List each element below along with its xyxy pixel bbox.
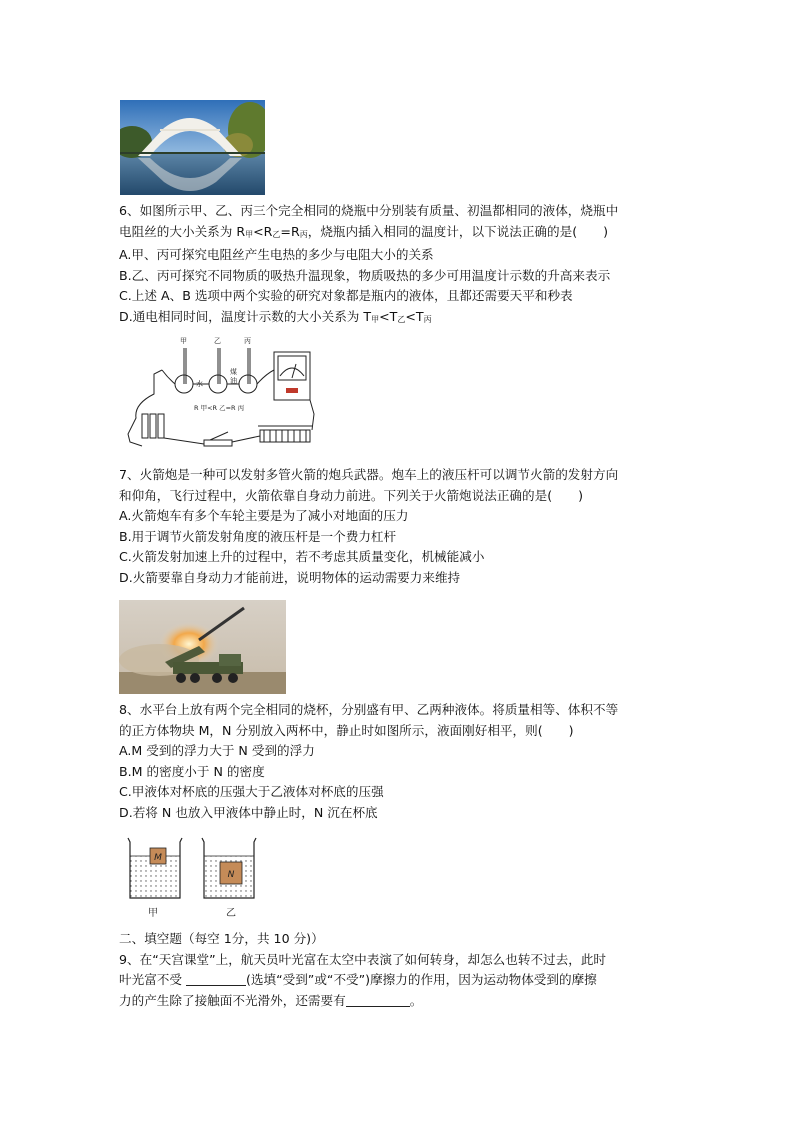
q8-option-a: A.M 受到的浮力大于 N 受到的浮力 [119, 743, 315, 758]
question-7 [119, 465, 679, 588]
q9-line-1: 9、在“天宫课堂”上，航天员叶光富在太空中表演了如何转身，却怎么也转不过去，此时 [119, 951, 607, 967]
rocket-launcher-photo [119, 600, 286, 694]
question-6 [119, 201, 679, 330]
beaker-label-jia: 甲 [148, 908, 158, 919]
q8-option-c: C.甲液体对杯底的压强大于乙液体对杯底的压强 [119, 784, 384, 799]
q9-line-3: 力的产生除了接触面不光滑外，还需要有 。 [119, 992, 423, 1008]
fig-label-bing: 丙 [244, 337, 251, 345]
q8-stem-line-1: 8、水平台上放有两个完全相同的烧杯，分别盛有甲、乙两种液体。将质量相等、体积不等 [119, 702, 619, 717]
bridge-photo [120, 100, 265, 195]
fig-label-kerosene-1: 煤 [230, 368, 237, 376]
circuit-diagram [124, 334, 320, 452]
q6-option-a: A.甲、丙可探究电阻丝产生电热的多少与电阻大小的关系 [119, 247, 434, 262]
fig-label-relation: R 甲<R 乙=R 丙 [194, 404, 245, 412]
beaker-label-yi: 乙 [226, 908, 236, 919]
fig-label-yi: 乙 [214, 337, 221, 345]
q6-option-d: D.通电相同时间，温度计示数的大小关系为 T甲<T乙<T丙 [119, 308, 432, 324]
q6-stem-line-2: 电阻丝的大小关系为 R甲<R乙=R丙，烧瓶内插入相同的温度计，以下说法正确的是( ) [119, 223, 609, 239]
q8-stem-line-2: 的正方体物块 M，N 分别放入两杯中，静止时如图所示，液面刚好相平，则( ) [119, 722, 574, 738]
q8-option-d: D.若将 N 也放入甲液体中静止时，N 沉在杯底 [119, 804, 378, 820]
section-2-title: 二、填空题（每空 1分，共 10 分)） [119, 931, 324, 946]
q6-option-b: B.乙、丙可探究不同物质的吸热升温现象，物质吸热的多少可用温度计示数的升高来表示 [119, 267, 611, 283]
fig-label-kerosene-2: 油 [230, 377, 237, 385]
q6-option-c: C.上述 A、B 选项中两个实验的研究对象都是瓶内的液体，且都还需要天平和秒表 [119, 288, 573, 303]
q6-stem-line-1: 6、如图所示甲、乙、丙三个完全相同的烧瓶中分别装有质量、初温都相同的液体，烧瓶中 [119, 203, 619, 218]
block-n-label: N [227, 870, 235, 880]
q7-option-c: C.火箭发射加速上升的过程中，若不考虑其质量变化，机械能减小 [119, 549, 485, 564]
fig-label-jia: 甲 [180, 337, 187, 345]
beakers-diagram [124, 834, 260, 922]
q8-option-b: B.M 的密度小于 N 的密度 [119, 763, 265, 779]
question-8 [119, 700, 679, 823]
q7-stem-line-1: 7、火箭炮是一种可以发射多管火箭的炮兵武器。炮车上的液压杆可以调节火箭的发射方向 [119, 467, 619, 482]
q7-stem-line-2: 和仰角，飞行过程中，火箭依靠自身动力前进。下列关于火箭炮说法正确的是( ) [119, 487, 584, 503]
fig-label-water: 水 [196, 380, 203, 388]
section-2 [119, 929, 679, 1011]
q9-line-2: 叶光富不受 (选填“受到”或“不受”)摩擦力的作用，因为运动物体受到的摩擦 [119, 972, 597, 987]
q7-option-a: A.火箭炮车有多个车轮主要是为了减小对地面的压力 [119, 508, 409, 523]
q9-blank-2[interactable] [346, 993, 410, 1007]
q7-option-d: D.火箭要靠自身动力才能前进，说明物体的运动需要力来维持 [119, 569, 461, 585]
block-m-label: M [154, 853, 162, 863]
q9-blank-1[interactable] [186, 972, 246, 986]
q7-option-b: B.用于调节火箭发射角度的液压杆是一个费力杠杆 [119, 528, 397, 544]
